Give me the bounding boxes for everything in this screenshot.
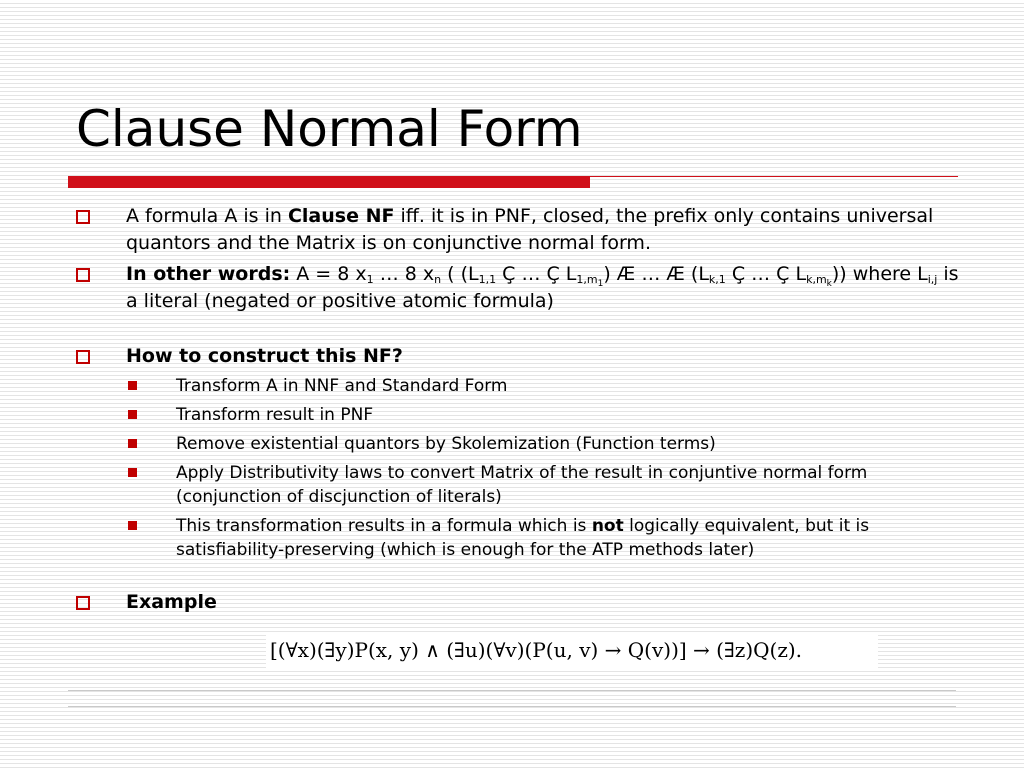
sub-bullet: Apply Distributivity laws to convert Matrix of the result in conjuntive normal form (conjunction of discjunction of literals)	[76, 461, 966, 509]
filled-square-bullet-icon	[128, 521, 137, 530]
footer-rule	[68, 690, 956, 691]
title-underline-thin	[590, 176, 958, 177]
footer-rule	[68, 706, 956, 707]
sub-bullet: Transform result in PNF	[76, 403, 966, 427]
bullet-other-words: In other words: A = 8 $x_1$ … 8 $x_n$ ( ($L_{1,1}$ Ç … Ç $L_{1,m_1}$) Æ … Æ ($L_{k,1}$ Ç … Ç $L_{k,m_k}$)) where $L_{i,j}$ is a literal (negated or positive atomic formula)	[76, 261, 966, 315]
title-underline-thick	[68, 176, 590, 188]
slide-title: Clause Normal Form	[76, 100, 583, 158]
filled-square-bullet-icon	[128, 381, 137, 390]
filled-square-bullet-icon	[128, 410, 137, 419]
hollow-square-bullet-icon	[76, 268, 90, 282]
bullet-example: Example	[76, 589, 966, 616]
hollow-square-bullet-icon	[76, 350, 90, 364]
filled-square-bullet-icon	[128, 439, 137, 448]
sub-bullet: Transform A in NNF and Standard Form	[76, 374, 966, 398]
example-formula: [(∀x)(∃y)P(x, y) ∧ (∃u)(∀v)(P(u, v) → Q(v))] → (∃z)Q(z).	[266, 632, 878, 668]
sub-bullet: This transformation results in a formula which is not logically equivalent, but it is satisfiability-preserving (which is enough for the ATP methods later)	[76, 514, 966, 562]
hollow-square-bullet-icon	[76, 596, 90, 610]
slide-body	[76, 203, 966, 620]
sub-bullet: Remove existential quantors by Skolemization (Function terms)	[76, 432, 966, 456]
bullet-definition: A formula A is in Clause NF iff. it is in PNF, closed, the prefix only contains universal quantors and the Matrix is on conjunctive normal form.	[76, 203, 966, 257]
hollow-square-bullet-icon	[76, 210, 90, 224]
filled-square-bullet-icon	[128, 468, 137, 477]
bullet-how-to-construct: How to construct this NF?	[76, 343, 966, 370]
